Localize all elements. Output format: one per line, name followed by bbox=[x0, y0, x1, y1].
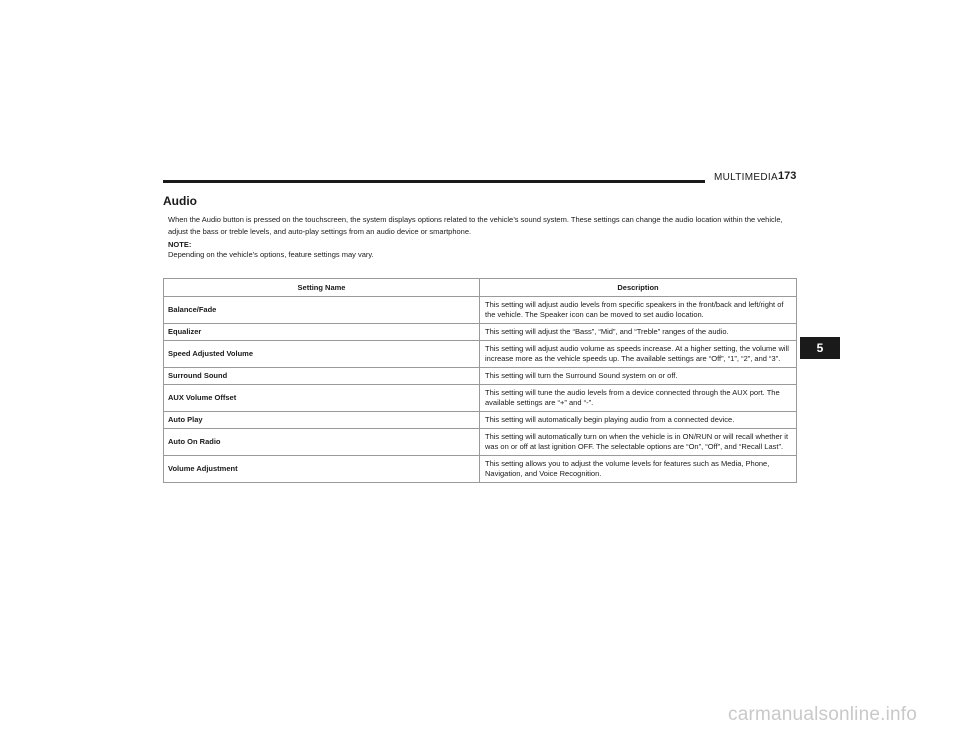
setting-name: Volume Adjustment bbox=[164, 456, 480, 483]
setting-name: Speed Adjusted Volume bbox=[164, 341, 480, 368]
column-header-setting-name: Setting Name bbox=[164, 279, 480, 297]
table-row bbox=[164, 385, 797, 412]
table-row bbox=[164, 368, 797, 385]
setting-description: This setting will adjust audio levels from specific speakers in the front/back and left/right of the vehicle. The Speaker icon can be moved to set audio location. bbox=[480, 297, 797, 324]
setting-description: This setting will turn the Surround Sound system on or off. bbox=[480, 368, 797, 385]
setting-name: Surround Sound bbox=[164, 368, 480, 385]
setting-name: Auto Play bbox=[164, 412, 480, 429]
watermark: carmanualsonline.info bbox=[728, 704, 918, 725]
table-row bbox=[164, 297, 797, 324]
table-row bbox=[164, 324, 797, 341]
header-rule bbox=[163, 180, 705, 183]
note-label: NOTE: bbox=[168, 240, 192, 249]
table-header-row bbox=[164, 279, 797, 297]
table-row bbox=[164, 429, 797, 456]
setting-name: Equalizer bbox=[164, 324, 480, 341]
note-text: Depending on the vehicle’s options, feature settings may vary. bbox=[168, 250, 374, 259]
section-title: Audio bbox=[163, 194, 197, 208]
setting-description: This setting will adjust audio volume as speeds increase. At a higher setting, the volume will increase more as the vehicle speeds up. The available settings are “Off”, “1”, “2”, and “3”. bbox=[480, 341, 797, 368]
setting-name: Balance/Fade bbox=[164, 297, 480, 324]
page-number: 173 bbox=[778, 170, 797, 182]
header-section-name: MULTIMEDIA bbox=[714, 172, 778, 183]
intro-paragraph: When the Audio button is pressed on the touchscreen, the system displays options related to the vehicle’s sound system. These settings can change the audio location within the vehicle, adjust the bass or treble levels, and auto-play settings from an audio device or smartphone. bbox=[168, 215, 783, 236]
setting-name: Auto On Radio bbox=[164, 429, 480, 456]
audio-settings-table bbox=[163, 278, 797, 483]
column-header-description: Description bbox=[480, 279, 797, 297]
chapter-tab: 5 bbox=[800, 337, 840, 359]
table-row bbox=[164, 341, 797, 368]
setting-description: This setting will tune the audio levels from a device connected through the AUX port. The available settings are “+” and “-”. bbox=[480, 385, 797, 412]
setting-description: This setting allows you to adjust the volume levels for features such as Media, Phone, Navigation, and Voice Recognition. bbox=[480, 456, 797, 483]
table-row bbox=[164, 412, 797, 429]
setting-description: This setting will automatically begin playing audio from a connected device. bbox=[480, 412, 797, 429]
setting-description: This setting will automatically turn on when the vehicle is in ON/RUN or will recall whether it was on or off at last ignition OFF. The selectable options are “On”, “Off”, and “Recall Last”. bbox=[480, 429, 797, 456]
table-row bbox=[164, 456, 797, 483]
setting-name: AUX Volume Offset bbox=[164, 385, 480, 412]
setting-description: This setting will adjust the “Bass”, “Mid”, and “Treble” ranges of the audio. bbox=[480, 324, 797, 341]
